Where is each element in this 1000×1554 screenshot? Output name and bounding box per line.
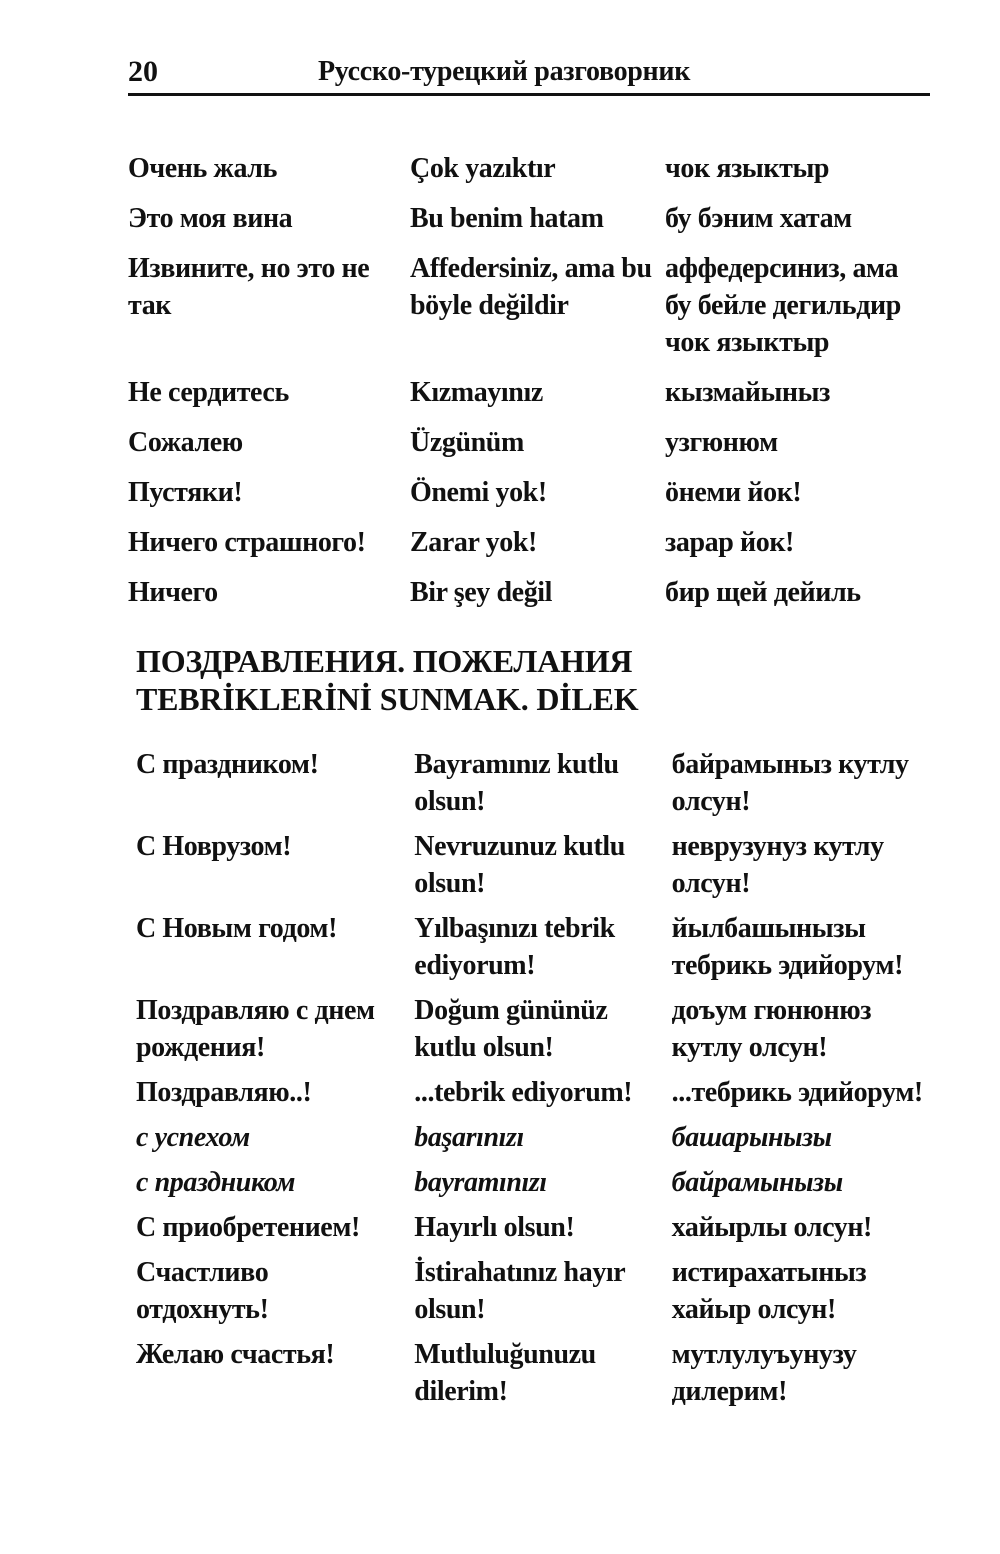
section-title-ru: ПОЗДРАВЛЕНИЯ. ПОЖЕЛАНИЯ xyxy=(136,643,633,679)
turkish-phrase: Hayırlı olsun! xyxy=(414,1212,575,1243)
turkish-phrase: İstirahatınız hayır olsun! xyxy=(414,1257,625,1325)
page-header xyxy=(128,52,930,92)
turkish-phrase: Yılbaşınızı tebrik ediyorum! xyxy=(414,913,615,981)
russian-phrase: С Новрузом! xyxy=(136,831,292,862)
phrase-row xyxy=(136,910,932,984)
russian-phrase: Это моя вина xyxy=(128,203,293,234)
phrase-row xyxy=(136,1119,932,1156)
phrase-row xyxy=(128,250,930,361)
russian-phrase: Извините, но это не так xyxy=(128,253,370,321)
phrase-row xyxy=(128,574,930,611)
pronunciation: доъум гюнюнюз кутлу олсун! xyxy=(671,995,872,1063)
russian-phrase: Не сердитесь xyxy=(128,377,289,408)
russian-phrase: С праздником! xyxy=(136,749,319,780)
turkish-phrase: bayramınızı xyxy=(414,1167,547,1198)
russian-phrase: Сожалею xyxy=(128,427,243,458)
turkish-phrase: Affedersiniz, ama bu böyle değildir xyxy=(410,253,652,321)
turkish-phrase: Önemi yok! xyxy=(410,477,547,508)
turkish-phrase: ...tebrik ediyorum! xyxy=(414,1077,633,1108)
pronunciation: йылбашынызы тебрикь эдийорум! xyxy=(671,913,903,981)
pronunciation: байрамыныз кутлу олсун! xyxy=(671,749,909,817)
turkish-phrase: Bayramınız kutlu olsun! xyxy=(414,749,619,817)
phrase-row xyxy=(136,1164,932,1201)
pronunciation: башарынызы xyxy=(671,1122,832,1153)
phrase-row xyxy=(128,424,930,461)
phrase-table-apologies xyxy=(128,150,930,624)
turkish-phrase: Nevruzunuz kutlu olsun! xyxy=(414,831,625,899)
turkish-phrase: Mutluluğunuzu dilerim! xyxy=(414,1339,596,1407)
phrase-row xyxy=(136,1254,932,1328)
phrase-row xyxy=(136,1074,932,1111)
russian-phrase: Поздравляю..! xyxy=(136,1077,312,1108)
turkish-phrase: başarınızı xyxy=(414,1122,524,1153)
russian-phrase: с праздником xyxy=(136,1167,296,1198)
pronunciation: мутлулуъунузу дилерим! xyxy=(671,1339,857,1407)
pronunciation: öнеми йок! xyxy=(665,477,802,508)
pronunciation: ...тебрикь эдийорум! xyxy=(671,1077,923,1108)
pronunciation: кызмайыныз xyxy=(665,377,830,408)
turkish-phrase: Bu benim hatam xyxy=(410,203,604,234)
pronunciation: хайырлы олсун! xyxy=(671,1212,872,1243)
turkish-phrase: Çok yazıktır xyxy=(410,153,556,184)
phrase-row xyxy=(128,524,930,561)
pronunciation: бир щей дейиль xyxy=(665,577,861,608)
phrase-row xyxy=(128,150,930,187)
pronunciation: зарар йок! xyxy=(665,527,794,558)
russian-phrase: С Новым годом! xyxy=(136,913,337,944)
pronunciation: чок языктыр xyxy=(665,153,830,184)
phrase-row xyxy=(136,746,932,820)
page-number: 20 xyxy=(128,55,158,88)
pronunciation: неврузунуз кутлу олсун! xyxy=(671,831,884,899)
russian-phrase: Ничего страшного! xyxy=(128,527,366,558)
pronunciation: бу бэним хатам xyxy=(665,203,852,234)
russian-phrase: с успехом xyxy=(136,1122,250,1153)
section-heading xyxy=(136,642,926,718)
phrase-row xyxy=(136,1209,932,1246)
turkish-phrase: Üzgünüm xyxy=(410,427,524,458)
russian-phrase: Желаю счастья! xyxy=(136,1339,335,1370)
turkish-phrase: Doğum gününüz kutlu olsun! xyxy=(414,995,608,1063)
phrase-row xyxy=(136,1336,932,1410)
russian-phrase: Счастливо отдохнуть! xyxy=(136,1257,269,1325)
russian-phrase: Ничего xyxy=(128,577,218,608)
phrase-table-greetings xyxy=(136,746,932,1418)
russian-phrase: С приобретением! xyxy=(136,1212,360,1243)
phrase-row xyxy=(128,374,930,411)
phrase-row xyxy=(128,200,930,237)
phrase-row xyxy=(136,992,932,1066)
section-title-tr: TEBRİKLERİNİ SUNMAK. DİLEK xyxy=(136,681,639,717)
running-title: Русско-турецкий разговорник xyxy=(318,56,691,87)
russian-phrase: Пустяки! xyxy=(128,477,243,508)
pronunciation: узгюнюм xyxy=(665,427,778,458)
russian-phrase: Очень жаль xyxy=(128,153,278,184)
pronunciation: байрамынызы xyxy=(671,1167,843,1198)
pronunciation: истирахатыныз хайыр олсун! xyxy=(671,1257,867,1325)
phrase-row xyxy=(136,828,932,902)
turkish-phrase: Kızmayınız xyxy=(410,377,543,408)
russian-phrase: Поздравляю с днем рождения! xyxy=(136,995,375,1063)
header-rule xyxy=(128,93,930,96)
phrase-row xyxy=(128,474,930,511)
turkish-phrase: Bir şey değil xyxy=(410,577,553,608)
turkish-phrase: Zarar yok! xyxy=(410,527,537,558)
pronunciation: аффедерсиниз, ама бу бейле дегильдир чок языктыр xyxy=(665,253,901,358)
